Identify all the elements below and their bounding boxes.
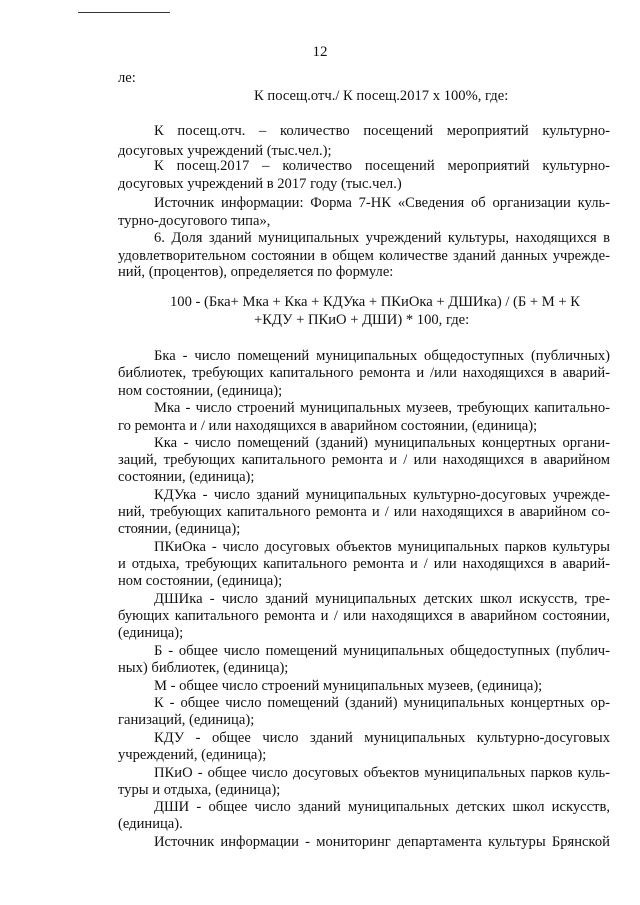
text-line: ПКиОка - число досуговых объектов муниципальных парков культуры [154, 539, 610, 555]
text-line: Бка - число помещений муниципальных общедоступных (публичных) [154, 348, 610, 364]
text-line: и отдыха, требующих капитального ремонта и / или находящихся в аварий- [118, 556, 610, 572]
text-line: Источник информации: Форма 7-НК «Сведения об организации куль- [154, 195, 610, 211]
text-line: ном состоянии, (единица); [118, 573, 283, 589]
text-line: Кка - число помещений (зданий) муниципальных концертных органи- [154, 435, 610, 451]
text-line: удовлетворительном состоянии в общем количестве зданий данных учрежде- [118, 248, 610, 264]
text-line: досуговых учреждений (тыс.чел.); [118, 143, 332, 159]
text-line: М - общее число строений муниципальных музеев, (единица); [154, 678, 543, 694]
top-edge-line [78, 12, 170, 13]
text-line: туры и отдыха, (единица); [118, 782, 281, 798]
text-line: ном состоянии, (единица); [118, 383, 283, 399]
text-line: ле: [118, 70, 136, 86]
text-line: турно-досугового типа», [118, 213, 271, 229]
text-line: (единица). [118, 816, 183, 832]
text-line: 6. Доля зданий муниципальных учреждений культуры, находящихся в [154, 230, 610, 246]
text-line: досуговых учреждений в 2017 году (тыс.чел.) [118, 176, 402, 192]
formula-line-1: 100 - (Бка+ Мка + Кка + КДУка + ПКиОка + ДШИка) / (Б + М + К [170, 294, 581, 310]
text-line: ганизаций, (единица); [118, 712, 255, 728]
text-line: КДУка - число зданий муниципальных культурно-досуговых учрежде- [154, 487, 610, 503]
text-line: ДШИка - число зданий муниципальных детских школ искусств, тре- [154, 591, 610, 607]
text-line: ных) библиотек, (единица); [118, 660, 289, 676]
text-line: стоянии, (единица); [118, 521, 241, 537]
formula-line-2: +КДУ + ПКиО + ДШИ) * 100, где: [254, 312, 470, 328]
text-line: ний, требующих капитального ремонта и / или находящихся в аварийном со- [118, 504, 610, 520]
text-line: КДУ - общее число зданий муниципальных культурно-досуговых [154, 730, 610, 746]
text-line: Источник информации - мониторинг департамента культуры Брянской [154, 834, 610, 850]
text-line: К посещ.отч. – количество посещений мероприятий культурно- [154, 123, 610, 139]
text-line: учреждений, (единица); [118, 747, 267, 763]
text-line: Б - общее число помещений муниципальных общедоступных (публич- [154, 643, 610, 659]
text-line: состоянии, (единица); [118, 469, 255, 485]
text-line: К - общее число помещений (зданий) муниципальных концертных ор- [154, 695, 610, 711]
text-line: заций, требующих капитального ремонта и / или находящихся в аварийном [118, 452, 610, 468]
text-line: го ремонта и / или находящихся в аварийном состоянии, (единица); [118, 418, 538, 434]
text-line: ПКиО - общее число досуговых объектов муниципальных парков куль- [154, 765, 610, 781]
text-line: К посещ.2017 – количество посещений мероприятий культурно- [154, 158, 610, 174]
page-number: 12 [312, 44, 328, 60]
text-line: библиотек, требующих капитального ремонта и /или находящихся в аварий- [118, 365, 610, 381]
text-line: бующих капитального ремонта и / или находящихся в аварийном состоянии, [118, 608, 610, 624]
formula-visits: К посещ.отч./ К посещ.2017 х 100%, где: [254, 88, 509, 104]
text-line: Мка - число строений муниципальных музеев, требующих капитально- [154, 400, 610, 416]
text-line: (единица); [118, 625, 184, 641]
text-line: ний, (процентов), определяется по формуле: [118, 264, 394, 280]
text-line: ДШИ - общее число зданий муниципальных детских школ искусств, [154, 799, 610, 815]
